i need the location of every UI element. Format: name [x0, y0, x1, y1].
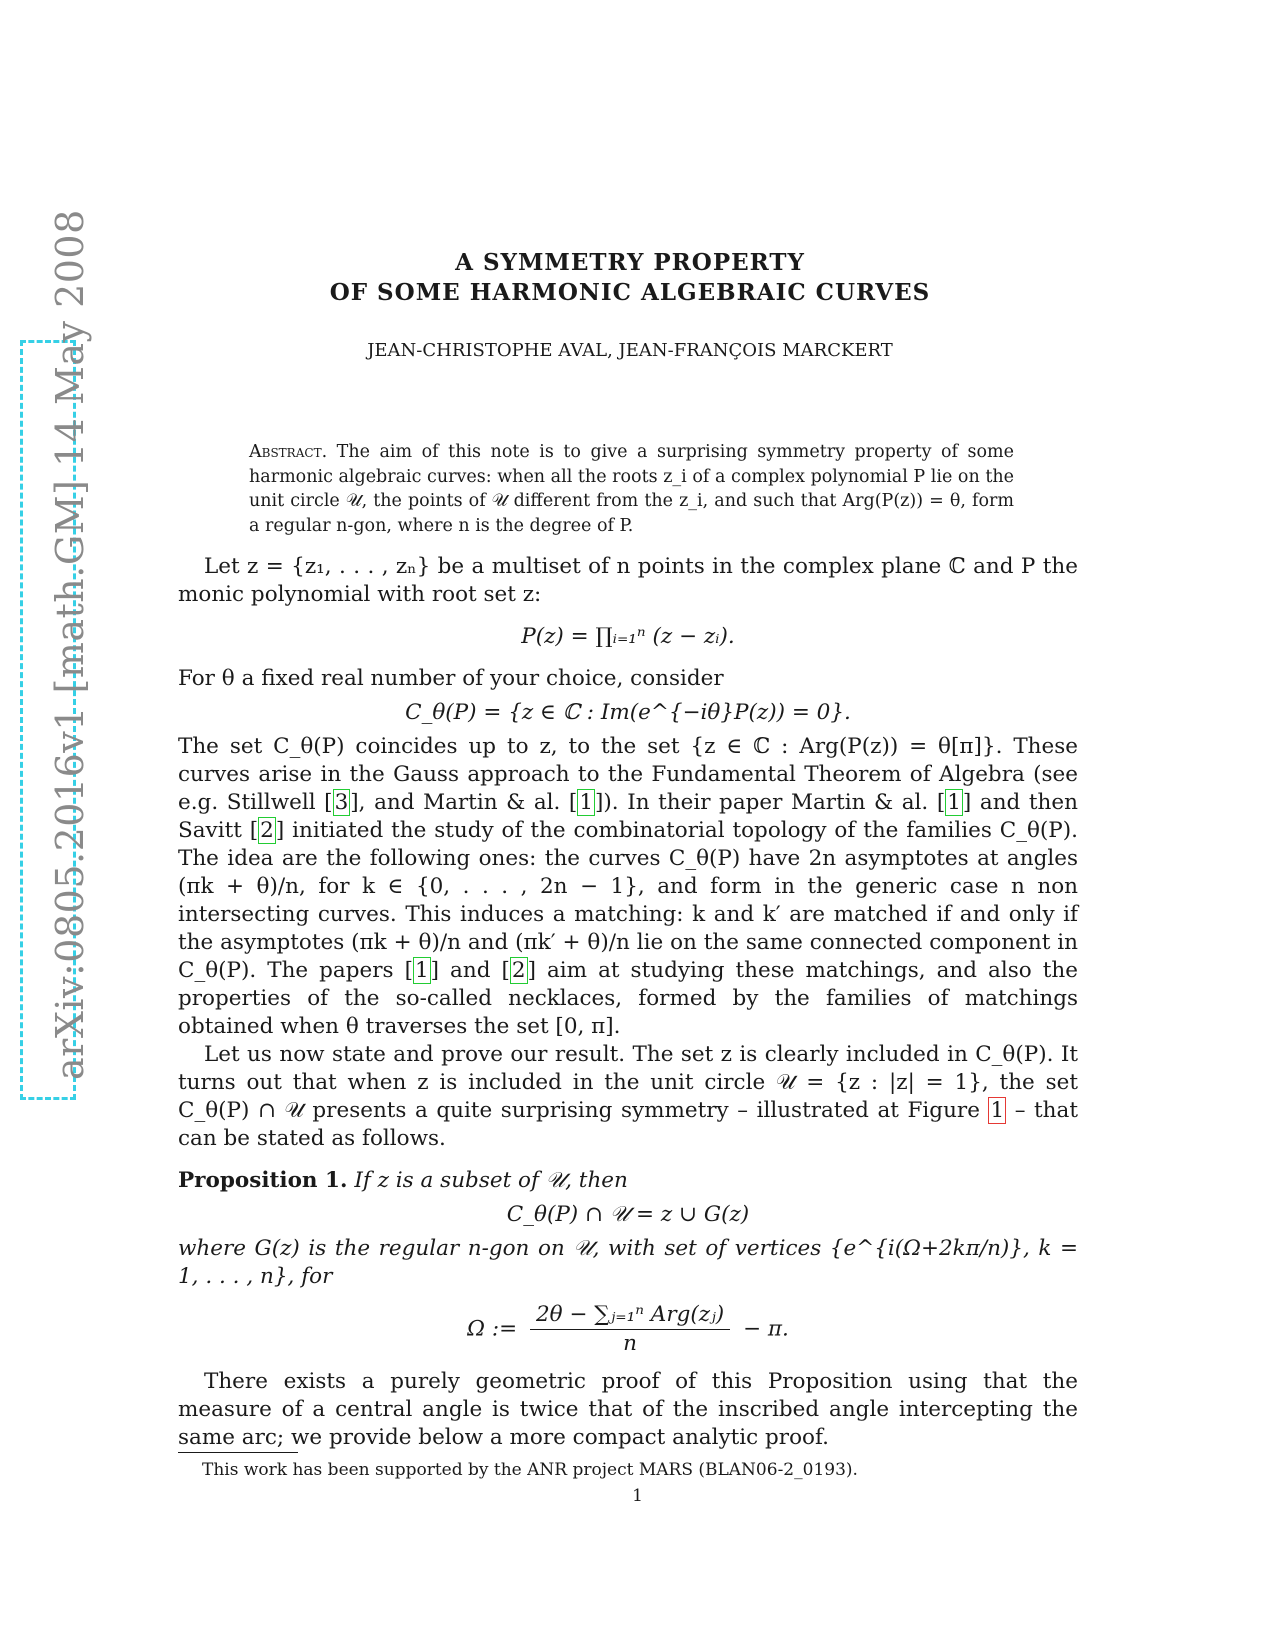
- citation-2[interactable]: 2: [260, 818, 274, 843]
- citation-2[interactable]: 2: [511, 958, 526, 983]
- omega-lhs: Ω :=: [467, 1316, 518, 1342]
- proposition-label: Proposition 1.: [178, 1168, 348, 1193]
- equation-omega: [178, 1301, 1078, 1358]
- proposition-1: [178, 1167, 1078, 1195]
- paragraph-1: Let z = {z₁, . . . , zₙ} be a multiset of n points in the complex plane ℂ and P the monic polynomial with root set z:: [178, 554, 1078, 607]
- footnote: This work has been supported by the ANR project MARS (BLAN06-2_0193).: [202, 1460, 858, 1480]
- figure-reference[interactable]: 1: [990, 1098, 1005, 1123]
- equation-curve: C_θ(P) = {z ∈ ℂ : Im(e^{−iθ}P(z)) = 0}.: [405, 700, 851, 725]
- p4-part-a: Let us now state and prove our result. The set z is clearly included in C_θ(P). It turns out that when z is included in the unit circle 𝒰 = {z : |z| = 1}, the set C_θ(P) ∩ 𝒰 presents a quite surprising symmetry – illustrated at Figure: [178, 1042, 1078, 1123]
- p3-part-d: and then Savitt: [178, 790, 1078, 843]
- p3-part-f: and: [450, 958, 491, 983]
- paper-title: [180, 248, 1080, 308]
- paragraph-4: [178, 1041, 1078, 1153]
- paragraph-3: The set C_θ(P) coincides up to z, to the set {z ∈ ℂ : Arg(P(z)) = θ[π]}. These curves arise in the Gauss approach to the Fundamental Theorem of Algebra (see e.g. Stillwell [3], and Martin & al. [1]). In their paper Martin & al. [1] and then Savitt [2] initiated the study of the combinatorial topology of the families C_θ(P). The idea are the following ones: the curves C_θ(P) have 2n asymptotes at angles (πk + θ)/n, for k ∈ {0, . . . , 2n − 1}, and form in the generic case n non intersecting curves. This induces a matching: k and k′ are matched if and only if the asymptotes (πk + θ)/n and (πk′ + θ)/n lie on the same connected component in C_θ(P). The papers [1] and [2] aim at studying these matchings, and also the properties of the so-called necklaces, formed by the families of matchings obtained when θ traverses the set [0, π].: [178, 734, 1078, 1039]
- p3-part-e: initiated the study of the combinatorial topology of the families C_θ(P). The idea are the following ones: the curves C_θ(P) have 2n asymptotes at angles (πk + θ)/n, for k ∈ {0, . . . , 2n − 1}, and form in the generic case n non intersecting curves. This induces a matching: k and k′ are matched if and only if the asymptotes (πk + θ)/n and (πk′ + θ)/n lie on the same connected component in C_θ(P). The papers: [178, 818, 1078, 983]
- page-number: 1: [632, 1486, 643, 1506]
- abstract-text: The aim of this note is to give a surprising symmetry property of some harmonic algebraic curves: when all the roots z_i of a complex polynomial P lie on the unit circle 𝒰, the points of 𝒰 different from the z_i, and such that Arg(P(z)) = θ, form a regular n-gon, where n is the degree of P.: [249, 442, 1014, 536]
- title-line-2: OF SOME HARMONIC ALGEBRAIC CURVES: [329, 279, 931, 306]
- omega-fraction: [530, 1301, 730, 1358]
- p4-part-b: – that can be stated as follows.: [178, 1098, 1078, 1151]
- equation-polynomial: P(z) = ∏ᵢ₌₁ⁿ (z − zᵢ).: [521, 624, 735, 649]
- p3-part-g: aim at studying these matchings, and also the properties of the so-called necklaces, formed by the families of matchings obtained when θ traverses the set [0, π].: [178, 958, 1078, 1039]
- citation-3[interactable]: 3: [334, 790, 349, 815]
- abstract-label: Abstract.: [249, 442, 328, 462]
- paragraph-5: There exists a purely geometric proof of this Proposition using that the measure of a central angle is twice that of the inscribed angle intercepting the same arc; we provide below a more compact analytic proof.: [178, 1369, 1078, 1450]
- abstract: [249, 440, 1014, 538]
- title-line-1: A SYMMETRY PROPERTY: [455, 249, 805, 276]
- p3-part-b: , and Martin & al.: [358, 790, 561, 815]
- omega-denominator: n: [623, 1331, 637, 1356]
- p3-part-a: The set C_θ(P) coincides up to z, to the set {z ∈ ℂ : Arg(P(z)) = θ[π]}. These curves arise in the Gauss approach to the Fundamental Theorem of Algebra (see e.g. Stillwell: [178, 734, 1078, 815]
- body-text: [178, 553, 1078, 1452]
- citation-1[interactable]: 1: [947, 790, 961, 815]
- proposition-statement-a: If z is a subset of 𝒰, then: [354, 1168, 628, 1193]
- proposition-statement-b: where G(z) is the regular n-gon on 𝒰, with set of vertices {e^{i(Ω+2kπ/n)}, k = 1, . . . , n}, for: [178, 1236, 1078, 1289]
- omega-rhs: − π.: [742, 1316, 789, 1342]
- omega-numerator: 2θ − ∑ⱼ₌₁ⁿ Arg(zⱼ): [530, 1301, 730, 1330]
- paragraph-2: For θ a fixed real number of your choice, consider: [178, 666, 724, 691]
- equation-intersection: C_θ(P) ∩ 𝒰 = z ∪ G(z): [506, 1202, 750, 1227]
- p3-part-c: ). In their paper Martin & al.: [603, 790, 929, 815]
- footnote-rule: [178, 1452, 298, 1453]
- arxiv-stamp: arXiv:0805.2016v1 [math.GM] 14 May 2008: [48, 209, 92, 1080]
- citation-1[interactable]: 1: [414, 958, 429, 983]
- citation-1[interactable]: 1: [579, 790, 594, 815]
- authors: JEAN-CHRISTOPHE AVAL, JEAN-FRANÇOIS MARCKERT: [367, 340, 893, 361]
